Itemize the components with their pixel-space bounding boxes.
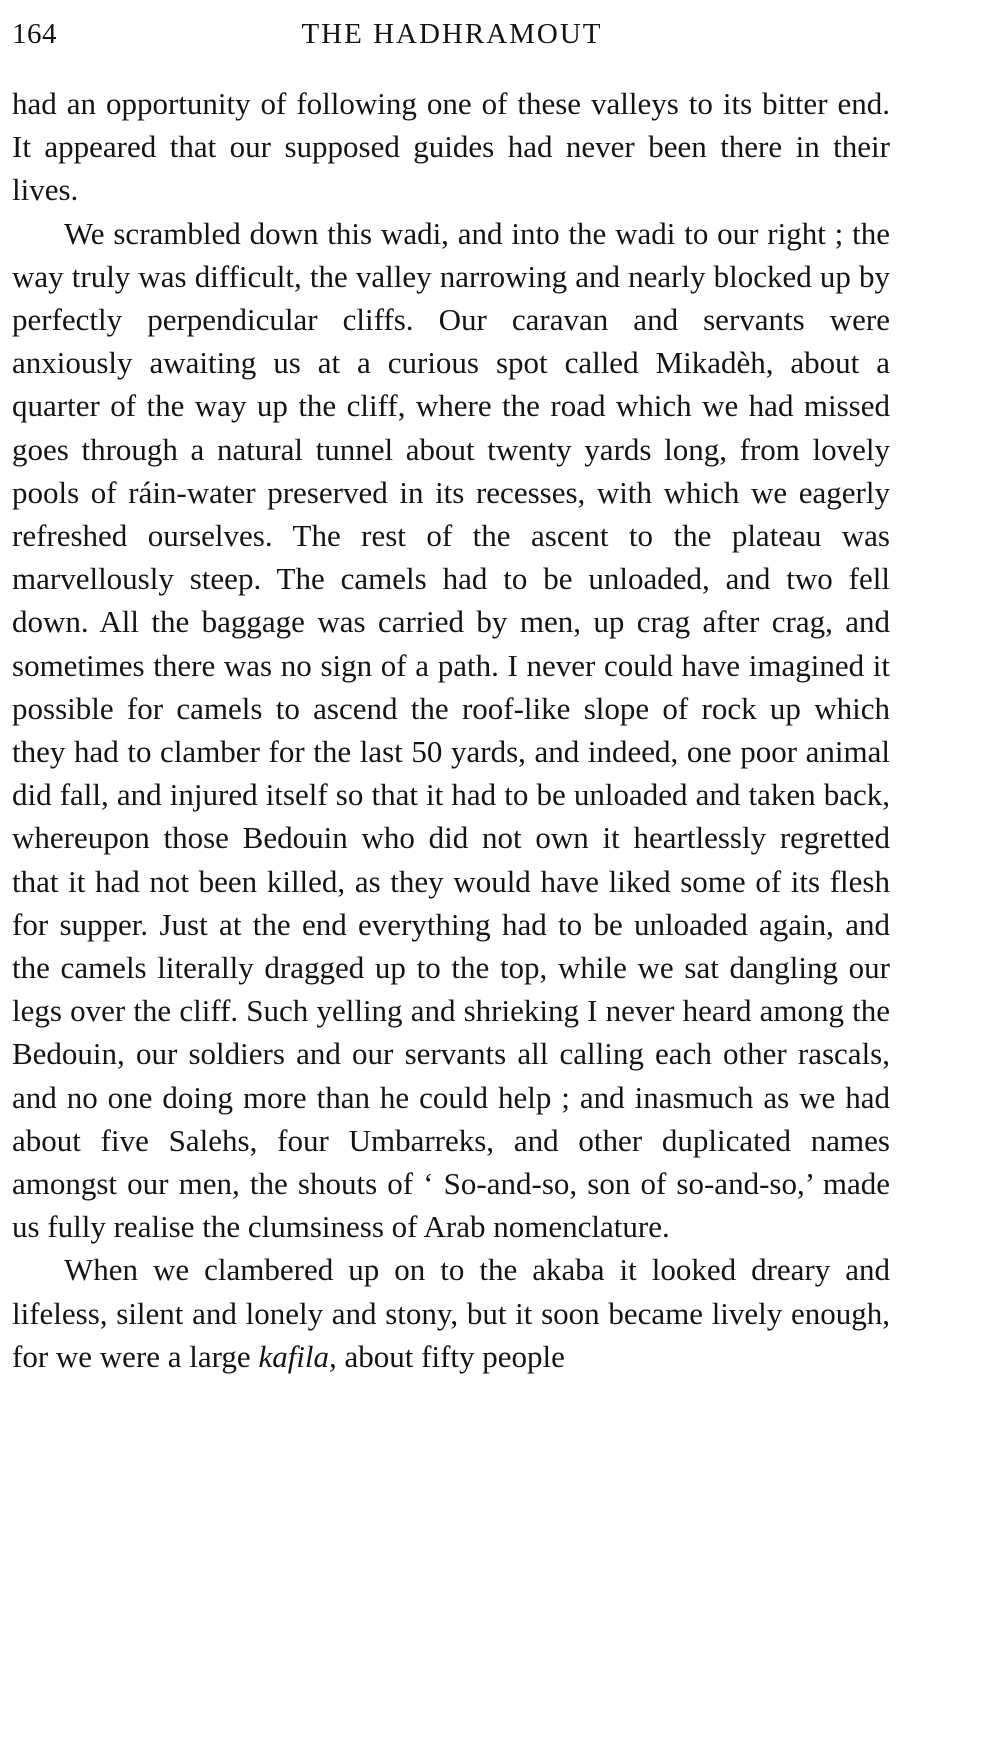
paragraph-ascent: We scrambled down this wadi, and into the wadi to our right ; the way truly was difficult, the valley narrowing and nearly blocked up by perfectly perpendicular cliffs. Our caravan and servants were anxiously awaiting us at a curious spot called Mikadèh, about a quarter of the way up the cliff, where the road which we had missed goes through a natural tunnel about twenty yards long, from lovely pools of ráin-water preserved in its recesses, with which we eagerly refreshed ourselves. The rest of the ascent to the plateau was marvellously steep. The camels had to be unloaded, and two fell down. All the baggage was carried by men, up crag after crag, and sometimes there was no sign of a path. I never could have imagined it possible for camels to ascend the roof-like slope of rock up which they had to clamber for the last 50 yards, and indeed, one poor animal did fall, and injured itself so that it had to be unloaded and taken back, whereupon those Bedouin who did not own it heartlessly regretted that it had not been killed, as they would have liked some of its flesh for supper. Just at the end everything had to be unloaded again, and the camels literally dragged up to the top, while we sat dangling our legs over the cliff. Such yelling and shrieking I never heard among the Bedouin, our soldiers and our servants all calling each other rascals, and no one doing more than he could help ; and inasmuch as we had about five Salehs, four Umbarreks, and other duplicated names amongst our men, the shouts of ‘ So-and-so, son of so-and-so,’ made us fully realise the clumsiness of Arab nomenclature. xyxy=(12,215,890,1245)
paragraph-akaba-text-end: about fifty people xyxy=(336,1338,565,1374)
italic-kafila: kafila, xyxy=(258,1338,337,1374)
running-head xyxy=(12,18,892,58)
page-number: 164 xyxy=(12,18,57,50)
paragraph-akaba-text: When we clambered up on to the akaba it looked dreary and lifeless, silent and lonely and stony, but it soon became lively enough, for we were a large xyxy=(12,1252,890,1374)
running-title: THE HADHRAMOUT xyxy=(301,18,603,50)
paragraph-continuation: had an opportunity of following one of these valleys to its bitter end. It appeared that our supposed guides had never been there in their lives. xyxy=(12,86,890,208)
paragraph-akaba xyxy=(12,1248,890,1378)
body-text xyxy=(12,82,890,1378)
